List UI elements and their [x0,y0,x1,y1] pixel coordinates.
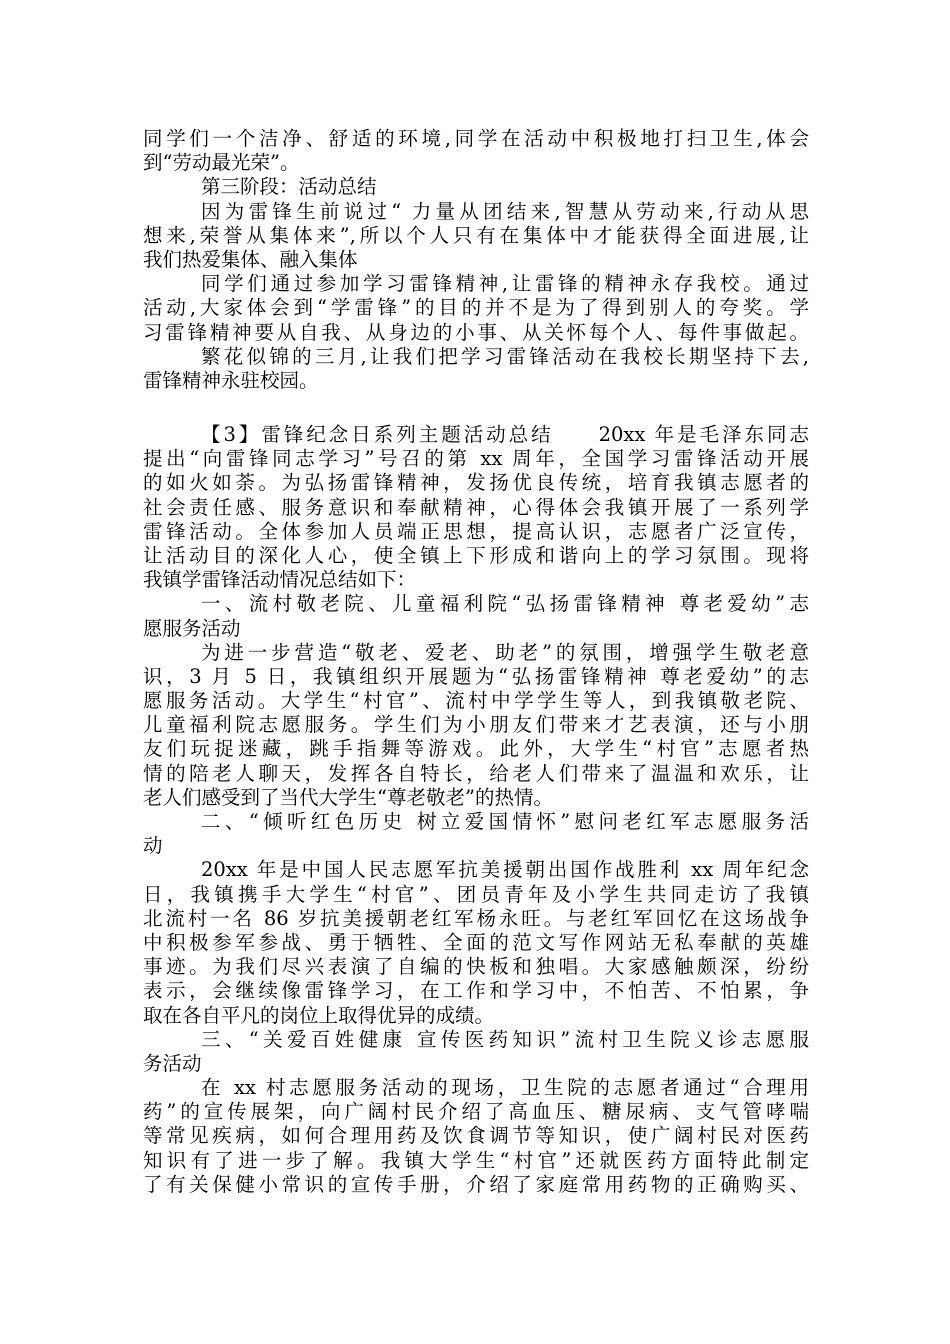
text-line: 为进一步营造“敬老、爱老、助老”的氛围，增强学生敬老意 [201,640,809,664]
text-line: 的如火如荼。为弘扬雷锋精神，发扬优良传统，培育我镇志愿者的 [143,471,809,495]
text-line: 北流村一名 86 岁抗美援朝老红军杨永旺。与老红军回忆在这场战争 [143,906,809,930]
text-line: 日，我镇携手大学生“村官”、团员青年及小学生共同走访了我镇 [143,882,809,906]
text-line: 让活动目的深化人心，使全镇上下形成和谐向上的学习氛围。现将 [143,543,809,567]
section-b-text [143,423,809,1197]
text-line: 务活动 [143,1051,202,1075]
text-line: 一、流村敬老院、儿童福利院“弘扬雷锋精神 尊老爱幼”志 [201,592,809,616]
text-line: 儿童福利院志愿服务。学生们为小朋友们带来才艺表演，还与小朋 [143,713,809,737]
text-line: 我镇学雷锋活动情况总结如下： [143,568,417,592]
text-line: 表示，会继续像雷锋学习，在工作和学习中，不怕苦、不怕累，争 [143,979,809,1003]
text-line: 二、“倾听红色历史 树立爱国情怀”慰问老红军志愿服务活 [201,810,809,833]
text-line: 愿服务活动。大学生“村官”、流村中学学生等人，到我镇敬老院、 [143,689,809,713]
text-line: 药”的宣传展架，向广阔村民介绍了高血压、糖尿病、支气管哮喘 [143,1100,809,1124]
text-line: 我们热爱集体、融入集体 [143,247,358,271]
text-line: 社会责任感、服务意识和奉献精神，心得体会我镇开展了一系列学 [143,495,809,519]
text-line: 提出“向雷锋同志学习”号召的第 xx 周年，全国学习雷锋活动开展 [143,447,809,471]
text-line: 识，3 月 5 日，我镇组织开展题为“弘扬雷锋精神 尊老爱幼”的志 [143,664,809,688]
text-line: 雷锋精神永驻校园。 [143,368,319,392]
text-line: 三、“关爱百姓健康 宣传医药知识”流村卫生院义诊志愿服 [201,1027,809,1051]
text-line: 同学们一个洁净、舒适的环境,同学在活动中积极地打扫卫生,体会 [143,127,809,150]
text-line: 老人们感受到了当代大学生“尊老敬老”的热情。 [143,785,553,809]
text-line: 知识有了进一步了解。我镇大学生“村官”还就医药方面特此制定 [143,1148,809,1172]
text-line: 等常见疾病，如何合理用药及饮食调节等知识，使广阔村民对医药 [143,1124,809,1148]
text-line: 事迹。为我们尽兴表演了自编的快板和独唱。大家感触颇深，纷纷 [143,955,809,979]
text-line: 友们玩捉迷藏，跳手指舞等游戏。此外，大学生“村官”志愿者热 [143,737,809,761]
text-line: 同学们通过参加学习雷锋精神,让雷锋的精神永存我校。通过 [201,272,809,296]
text-line: 了有关保健小常识的宣传手册，介绍了家庭常用药物的正确购买、 [143,1172,809,1196]
text-line: 情的陪老人聊天，发挥各自特长，给老人们带来了温温和欢乐，让 [143,761,809,785]
text-line: 因为雷锋生前说过“ 力量从团结来,智慧从劳动来,行动从思 [201,199,809,223]
text-line: 【3】雷锋纪念日系列主题活动总结 20xx 年是毛泽东同志 [201,423,809,446]
text-line: 愿服务活动 [143,616,241,640]
text-line: 雷锋活动。全体参加人员端正思想，提高认识，志愿者广泛宣传， [143,519,809,543]
text-line: 中积极参军参战、勇于牺牲、全面的范文写作网站无私奉献的英雄 [143,930,809,954]
text-line: 动 [143,834,163,858]
text-line: 在 xx 村志愿服务活动的现场，卫生院的志愿者通过“合理用 [201,1076,809,1100]
text-line: 想来,荣誉从集体来”,所以个人只有在集体中才能获得全面进展,让 [143,223,809,247]
text-line: 活动,大家体会到“学雷锋”的目的并不是为了得到别人的夸奖。学 [143,296,809,320]
text-line: 习雷锋精神要从自我、从身边的小事、从关怀每个人、每件事做起。 [143,320,809,344]
text-line: 20xx 年是中国人民志愿军抗美援朝出国作战胜利 xx 周年纪念 [201,858,809,882]
text-line: 取在各自平凡的岗位上取得优异的成绩。 [143,1003,495,1027]
section-a-text [143,127,809,393]
text-line: 繁花似锦的三月,让我们把学习雷锋活动在我校长期坚持下去, [201,344,809,368]
text-line: 第三阶段：活动总结 [201,175,377,199]
text-line: 到“劳动最光荣”。 [143,151,300,175]
